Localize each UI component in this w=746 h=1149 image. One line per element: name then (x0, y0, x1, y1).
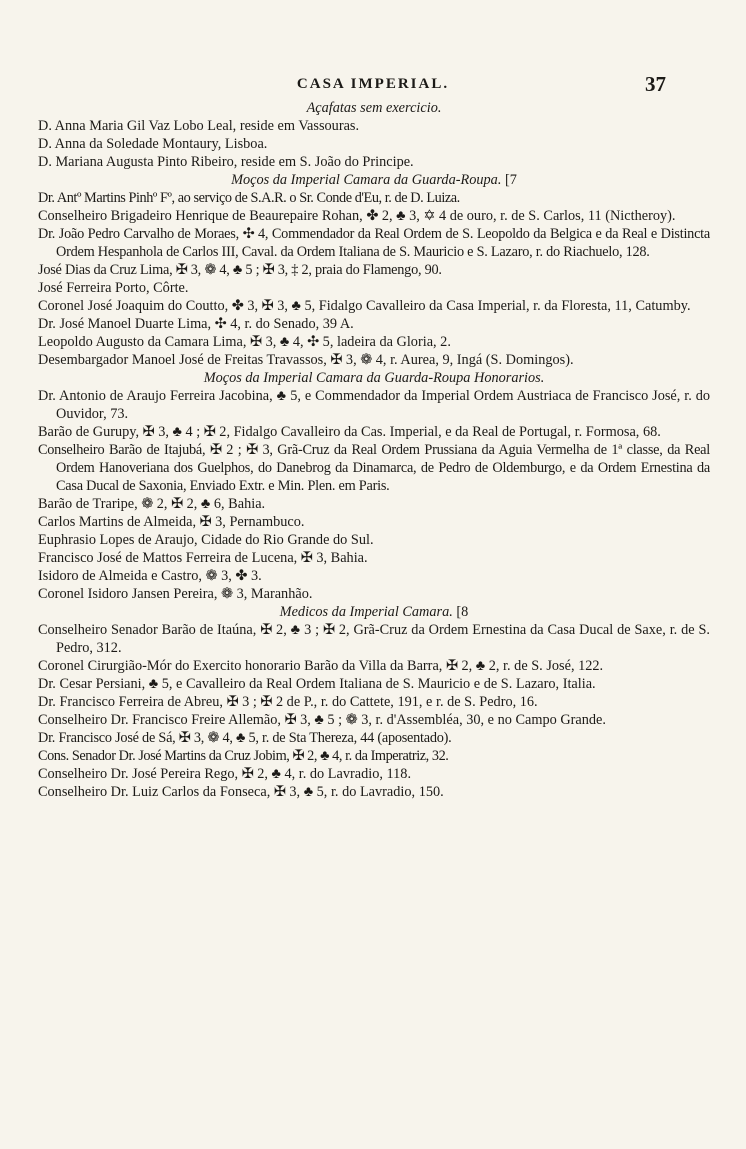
entry: Carlos Martins de Almeida, ✠ 3, Pernambuco. (38, 514, 305, 530)
entry: Conselheiro Dr. José Pereira Rego, ✠ 2, ♣ 4, r. do Lavradio, 118. (38, 766, 412, 782)
page-number: 37 (645, 72, 666, 96)
section-title-text: Medicos da Imperial Camara. (279, 604, 453, 620)
entry: D. Anna da Soledade Montaury, Lisboa. (38, 136, 268, 152)
entry: Leopoldo Augusto da Camara Lima, ✠ 3, ♣ 4, ✣ 5, ladeira da Gloria, 2. (38, 334, 451, 350)
entry: Cons. Senador Dr. José Martins da Cruz Jobim, ✠ 2, ♣ 4, r. da Imperatriz, 32. (38, 748, 449, 764)
section-note: [8 (456, 604, 469, 620)
entry: Dr. José Manoel Duarte Lima, ✣ 4, r. do Senado, 39 A. (38, 316, 354, 332)
section-title-text: Moços da Imperial Camara da Guarda-Roupa. (231, 172, 502, 188)
entry: Desembargador Manoel José de Freitas Travassos, ✠ 3, ❁ 4, r. Aurea, 9, Ingá (S. Domingos). (38, 352, 574, 368)
entry: Barão de Gurupy, ✠ 3, ♣ 4 ; ✠ 2, Fidalgo Cavalleiro da Cas. Imperial, e da Real de Portugal, r. Formosa, 68. (38, 424, 661, 440)
page-body (38, 99, 710, 801)
entry: Dr. Cesar Persiani, ♣ 5, e Cavalleiro da Real Ordem Italiana de S. Mauricio e de S. Lazaro, Italia. (38, 676, 596, 692)
entry: Dr. Francisco José de Sá, ✠ 3, ❁ 4, ♣ 5, r. de Sta Thereza, 44 (aposentado). (38, 730, 452, 746)
entry: José Dias da Cruz Lima, ✠ 3, ❁ 4, ♣ 5 ; ✠ 3, ‡ 2, praia do Flamengo, 90. (38, 262, 442, 278)
running-title: CASA IMPERIAL. (296, 76, 450, 92)
entry: Conselheiro Brigadeiro Henrique de Beaurepaire Rohan, ✤ 2, ♣ 3, ✡ 4 de ouro, r. de S. Carlos, 11 (Nictheroy). (38, 208, 676, 224)
entry: Isidoro de Almeida e Castro, ❁ 3, ✤ 3. (38, 568, 262, 584)
entry: D. Anna Maria Gil Vaz Lobo Leal, reside em Vassouras. (38, 118, 360, 134)
entry: Barão de Traripe, ❁ 2, ✠ 2, ♣ 6, Bahia. (38, 496, 266, 512)
entry: Euphrasio Lopes de Araujo, Cidade do Rio Grande do Sul. (38, 532, 374, 548)
entry: Dr. Francisco Ferreira de Abreu, ✠ 3 ; ✠ 2 de P., r. do Cattete, 191, e r. de S. Pedro, 16. (38, 694, 538, 710)
entry: Dr. Antonio de Araujo Ferreira Jacobina, ♣ 5, e Commendador da Imperial Ordem Austriaca de Francisco José, r. do Ouvidor, 73. (38, 388, 710, 422)
entry: Dr. Antº Martins Pinhº Fº, ao serviço de S.A.R. o Sr. Conde d'Eu, r. de D. Luiza. (38, 190, 460, 206)
section-title (38, 99, 710, 117)
entry: Coronel José Joaquim do Coutto, ✤ 3, ✠ 3, ♣ 5, Fidalgo Cavalleiro da Casa Imperial, r. da Floresta, 11, Catumby. (38, 298, 691, 314)
entry: Conselheiro Dr. Francisco Freire Allemão, ✠ 3, ♣ 5 ; ❁ 3, r. d'Assembléa, 30, e no Campo Grande. (38, 712, 606, 728)
section-title (38, 369, 710, 387)
entry: Conselheiro Senador Barão de Itaúna, ✠ 2, ♣ 3 ; ✠ 2, Grã-Cruz da Ordem Ernestina da Casa Ducal de Saxe, r. de S. Pedro, 312. (38, 622, 710, 656)
page-header (0, 72, 746, 100)
section-title-text: Açafatas sem exercicio. (306, 100, 442, 116)
section-note: [7 (504, 172, 517, 188)
entry: José Ferreira Porto, Côrte. (38, 280, 189, 296)
entry: Coronel Isidoro Jansen Pereira, ❁ 3, Maranhão. (38, 586, 313, 602)
entry: Francisco José de Mattos Ferreira de Lucena, ✠ 3, Bahia. (38, 550, 368, 566)
entry: Conselheiro Dr. Luiz Carlos da Fonseca, ✠ 3, ♣ 5, r. do Lavradio, 150. (38, 784, 444, 800)
entry: Dr. João Pedro Carvalho de Moraes, ✣ 4, Commendador da Real Ordem de S. Leopoldo da Belgica e da Real e Distincta Ordem Hespanhola de Carlos III, Caval. da Ordem Italiana de S. Mauricio e S. Lazaro, r. do Riachuelo, 128. (38, 226, 710, 260)
section-title (38, 171, 710, 189)
entry: Conselheiro Barão de Itajubá, ✠ 2 ; ✠ 3, Grã-Cruz da Real Ordem Prussiana da Aguia Vermelha de 1ª classe, da Real Ordem Hanoveriana dos Guelphos, do Danebrog da Dinamarca, de Pedro de Oldemburgo, e da Ordem Ernestina da Casa Ducal de Saxonia, Enviado Extr. e Min. Plen. em Paris. (38, 442, 710, 494)
section-title (38, 603, 710, 621)
section-title-text: Moços da Imperial Camara da Guarda-Roupa Honorarios. (203, 370, 545, 386)
entry: D. Mariana Augusta Pinto Ribeiro, reside em S. João do Principe. (38, 154, 414, 170)
entry: Coronel Cirurgião-Mór do Exercito honorario Barão da Villa da Barra, ✠ 2, ♣ 2, r. de S. José, 122. (38, 658, 604, 674)
